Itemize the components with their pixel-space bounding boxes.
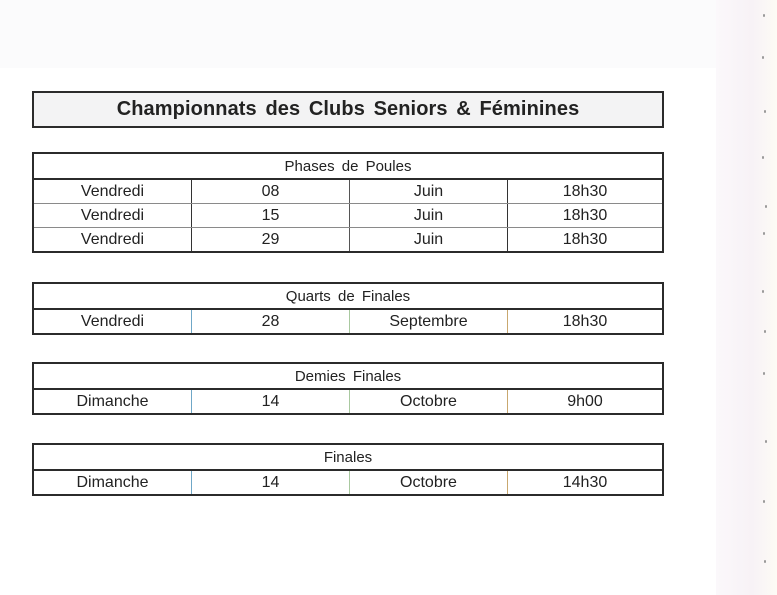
day-cell: Vendredi bbox=[80, 230, 145, 248]
date-cell: 28 bbox=[191, 310, 349, 333]
date-cell: 14 bbox=[191, 471, 349, 494]
day-cell: Vendredi bbox=[80, 312, 145, 330]
date-cell: 14 bbox=[191, 390, 349, 413]
day-cell: Dimanche bbox=[76, 392, 149, 410]
date-cell: 15 bbox=[191, 204, 349, 227]
date-cell: 08 bbox=[191, 180, 349, 203]
page-edge bbox=[716, 0, 777, 595]
schedule-table-quarts-de-finales bbox=[32, 282, 664, 335]
section-header: Quarts de Finales bbox=[34, 284, 662, 310]
month-cell: Juin bbox=[349, 228, 507, 251]
month-cell: Octobre bbox=[349, 471, 507, 494]
time-cell: 18h30 bbox=[507, 310, 662, 333]
document-title-box bbox=[32, 91, 664, 128]
section-header: Finales bbox=[34, 445, 662, 471]
table-row bbox=[34, 203, 662, 227]
month-cell: Septembre bbox=[349, 310, 507, 333]
section-header: Demies Finales bbox=[34, 364, 662, 390]
schedule-table-phases-de-poules bbox=[32, 152, 664, 253]
table-row bbox=[34, 227, 662, 251]
table-row bbox=[34, 180, 662, 203]
month-cell: Juin bbox=[349, 204, 507, 227]
schedule-table-finales bbox=[32, 443, 664, 496]
time-cell: 14h30 bbox=[507, 471, 662, 494]
day-cell: Dimanche bbox=[76, 473, 149, 491]
time-cell: 9h00 bbox=[507, 390, 662, 413]
time-cell: 18h30 bbox=[507, 228, 662, 251]
month-cell: Octobre bbox=[349, 390, 507, 413]
time-cell: 18h30 bbox=[507, 204, 662, 227]
month-cell: Juin bbox=[349, 180, 507, 203]
table-row bbox=[34, 310, 662, 333]
date-cell: 29 bbox=[191, 228, 349, 251]
document-title: Championnats des Clubs Seniors & Féminines bbox=[116, 98, 580, 120]
table-row bbox=[34, 390, 662, 413]
scan-shading-top bbox=[0, 0, 716, 68]
schedule-table-demies-finales bbox=[32, 362, 664, 415]
day-cell: Vendredi bbox=[80, 206, 145, 224]
day-cell: Vendredi bbox=[80, 182, 145, 200]
table-row bbox=[34, 471, 662, 494]
section-header: Phases de Poules bbox=[34, 154, 662, 180]
time-cell: 18h30 bbox=[507, 180, 662, 203]
